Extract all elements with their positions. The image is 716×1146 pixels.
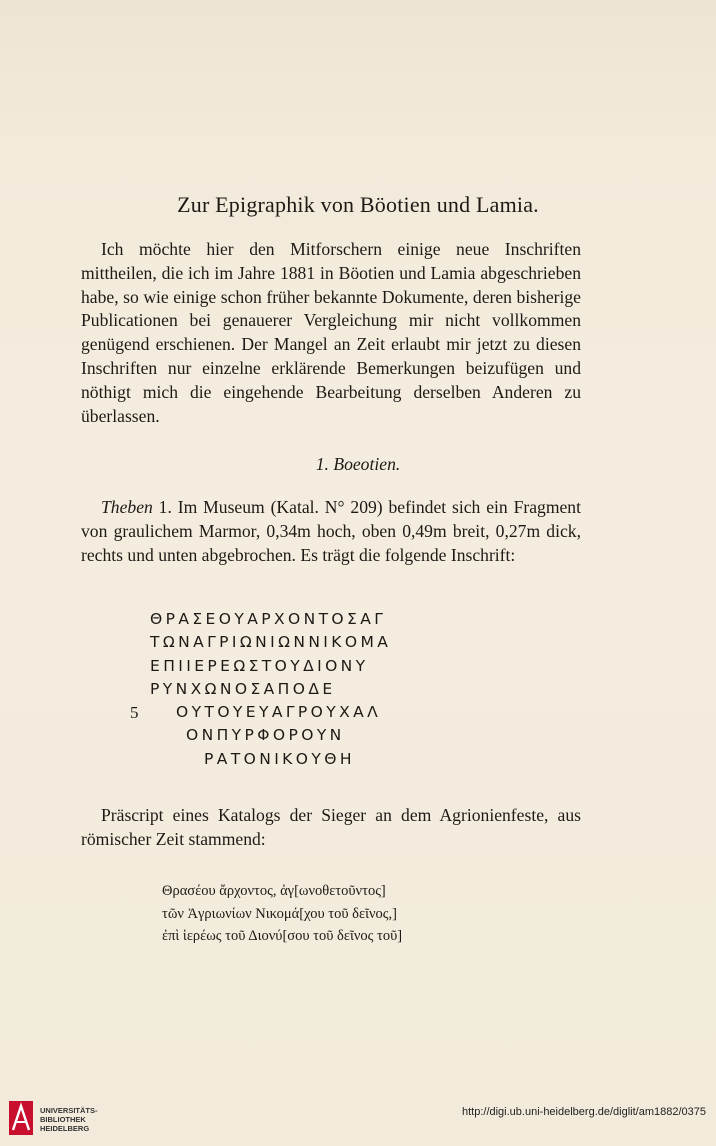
inscription-line-text: ΤΩΝΑΓΡΙΩΝΙΩΝΝΙΚΟΜΑ — [150, 633, 392, 652]
inscription-line — [120, 701, 580, 724]
line-number: 5 — [130, 703, 139, 723]
article-title: Zur Epigraphik von Böotien und Lamia. — [177, 192, 539, 217]
greek-line: τῶν Ἀγριωνίων Νικομά[χου τοῦ δεῖνος,] — [162, 905, 397, 922]
bleed-through-shadow — [0, 0, 716, 150]
inscription-line-text: ΟΥΤΟΥΕΥΑΓΡΟΥΧΑΛ — [176, 703, 382, 722]
inscription-line — [120, 655, 580, 678]
permalink-url[interactable]: http://digi.ub.uni-heidelberg.de/diglit/am1882/0375 — [461, 1106, 706, 1118]
library-emblem-icon — [8, 1100, 34, 1136]
greek-line: Θρασέου ἄρχοντος, ἀγ[ωνοθετοῦντος] — [162, 883, 386, 899]
library-logo — [8, 1100, 128, 1140]
section-heading: 1. Boeotien. — [315, 454, 401, 474]
intro-paragraph: Ich möchte hier den Mitforschern einige neue Inschriften mittheilen, die ich im Jahre 1881 in Böotien und Lamia abgeschrieben habe, so wie einige schon früher bekannte Dokumente, deren bisherige Publicationen bei genauerer Vergleichung mir nicht vollkommen genügend erschienen. Der Mangel an Zeit erlaubt mir jetzt zu diesen Inschriften nur einzelne erklärende Bemerkungen beizufügen und nöthigt mich die eingehende Bearbeitung derselben Anderen zu überlassen. — [81, 239, 581, 426]
library-logo-text: UNIVERSITÄTS- BIBLIOTHEK HEIDELBERG — [40, 1106, 98, 1133]
inscription-line-text: ΘΡΑΣΕΟΥΑΡΧΟΝΤΟΣΑΓ — [150, 610, 387, 628]
inscription-line — [120, 608, 580, 631]
inscription-line-text: ΟΝΠΥΡΦΟΡΟΥΝ — [186, 726, 345, 745]
inscription-line-text: ΡΥΝΧΩΝΟΣΑΠΟΔΕ — [150, 679, 336, 698]
prescript-paragraph: Präscript eines Katalogs der Sieger an dem Agrionienfeste, aus römischer Zeit stammend: — [81, 805, 581, 849]
inscription-line — [120, 724, 580, 747]
theben-text: 1. Im Museum (Katal. N° 209) befindet sich ein Fragment von graulichem Marmor, 0,34m hoch, oben 0,49m breit, 0,27m dick, rechts und unten abgebrochen. Es trägt die folgende Inschrift: — [81, 497, 581, 565]
inscription-line — [120, 678, 580, 701]
inscription-line-text: ΡΑΤΟΝΙΚΟΥΘΗ — [204, 749, 355, 768]
place-name: Theben — [101, 497, 153, 517]
inscription-block — [120, 608, 580, 771]
theben-paragraph — [81, 496, 581, 567]
greek-transcription — [162, 880, 602, 948]
inscription-line — [120, 748, 580, 771]
inscription-line — [120, 631, 580, 654]
greek-line: ἐπὶ ἱερέως τοῦ Διονύ[σου τοῦ δεῖνος τοῦ] — [162, 928, 403, 944]
inscription-line-text: ΕΠΙΙΕΡΕΩΣΤΟΥΔΙΟΝΥ — [150, 656, 369, 675]
